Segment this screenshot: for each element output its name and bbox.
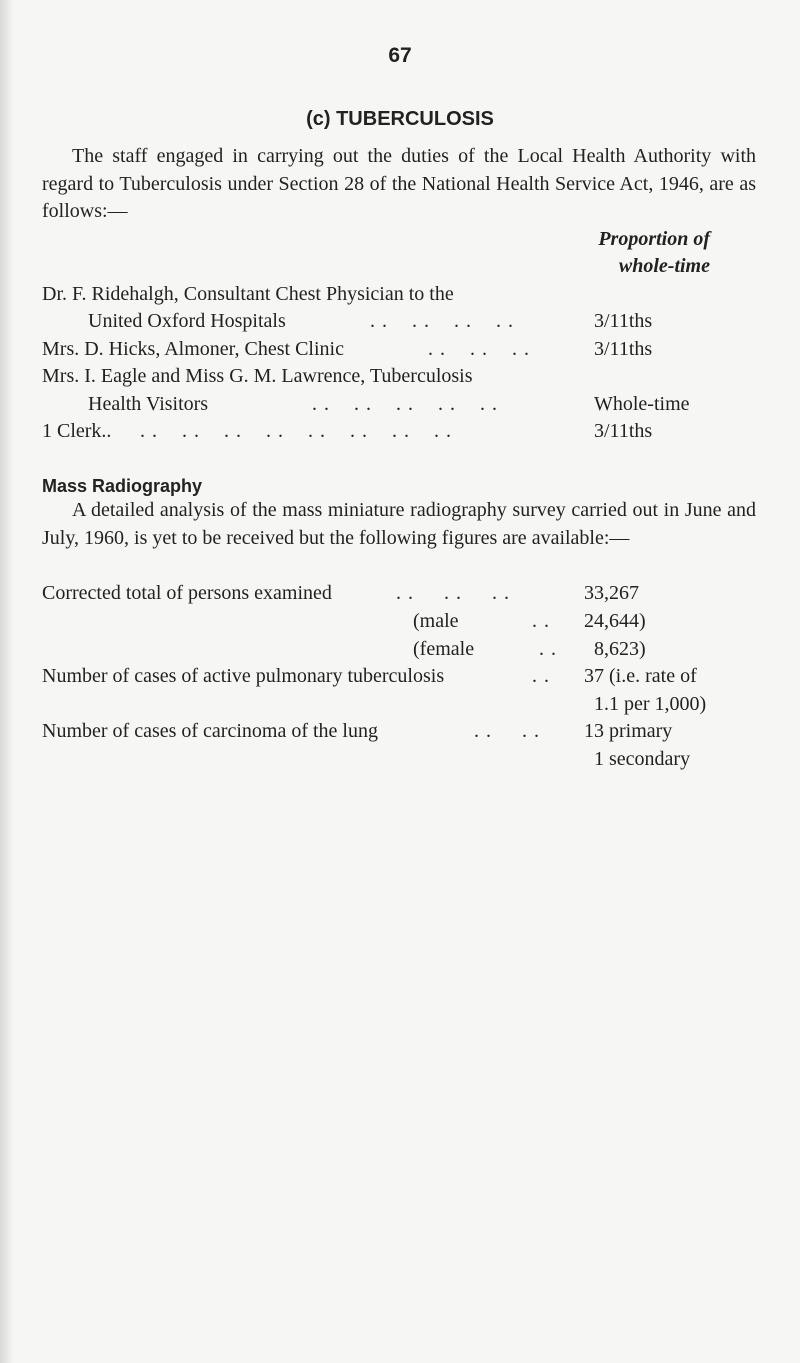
leader-dots: . . . . . . <box>428 338 530 360</box>
mr-row-value: 8,623) <box>594 638 646 660</box>
page-edge-shadow <box>0 0 14 1363</box>
mr-row-value: 33,267 <box>584 582 639 604</box>
staff-proportion: 3/11ths <box>594 310 653 332</box>
leader-dots: . . . . . . . . . . . . . . . . <box>140 420 452 442</box>
mr-row-value-cont: 1.1 per 1,000) <box>594 693 707 715</box>
mass-radiography-heading: Mass Radiography <box>42 476 203 496</box>
leader-dots: . . . . . . . . . . <box>312 393 498 415</box>
leader-dots: . . <box>532 610 550 632</box>
mr-row-value: 37 (i.e. rate of <box>584 665 697 687</box>
leader-dots: . . . . . . . . <box>370 310 514 332</box>
mr-row-value: 24,644) <box>584 610 646 632</box>
mr-row-label: Number of cases of carcinoma of the lung <box>42 720 378 742</box>
page-number: 67 <box>388 44 412 67</box>
mr-row-value: 13 primary <box>584 720 673 742</box>
staff-name: Mrs. I. Eagle and Miss G. M. Lawrence, Tuberculosis <box>42 365 473 387</box>
mass-radiography-paragraph: A detailed analysis of the mass miniature radiography survey carried out in June and July, 1960, is yet to be received but the following figures are available:— <box>42 499 756 549</box>
mr-row-label: (male <box>413 610 459 632</box>
staff-proportion: Whole-time <box>594 393 690 415</box>
leader-dots: . . <box>539 638 557 660</box>
leader-dots: . . . . <box>474 720 540 742</box>
leader-dots: . . . . . . <box>396 582 510 604</box>
staff-name: Mrs. D. Hicks, Almoner, Chest Clinic <box>42 338 344 360</box>
mr-row-label: (female <box>413 638 475 660</box>
mr-row-label: Number of cases of active pulmonary tuberculosis <box>42 665 445 687</box>
staff-proportion: 3/11ths <box>594 338 653 360</box>
staff-name-cont: Health Visitors <box>88 393 209 415</box>
staff-proportion: 3/11ths <box>594 420 653 442</box>
intro-paragraph: The staff engaged in carrying out the duties of the Local Health Authority with regard to Tuberculosis under Section 28 of the National Health Service Act, 1946, are as follows:— <box>42 145 756 222</box>
leader-dots: . . <box>532 665 550 687</box>
column-header-line1: Proportion of <box>598 228 710 250</box>
section-heading: (c) TUBERCULOSIS <box>306 108 494 130</box>
staff-name-cont: United Oxford Hospitals <box>88 310 286 332</box>
column-header-line2: whole-time <box>618 255 710 277</box>
mr-row-value-cont: 1 secondary <box>594 748 691 770</box>
mr-row-label: Corrected total of persons examined <box>42 582 332 604</box>
staff-name: 1 Clerk.. <box>42 420 112 442</box>
staff-name: Dr. F. Ridehalgh, Consultant Chest Physician to the <box>42 283 454 305</box>
